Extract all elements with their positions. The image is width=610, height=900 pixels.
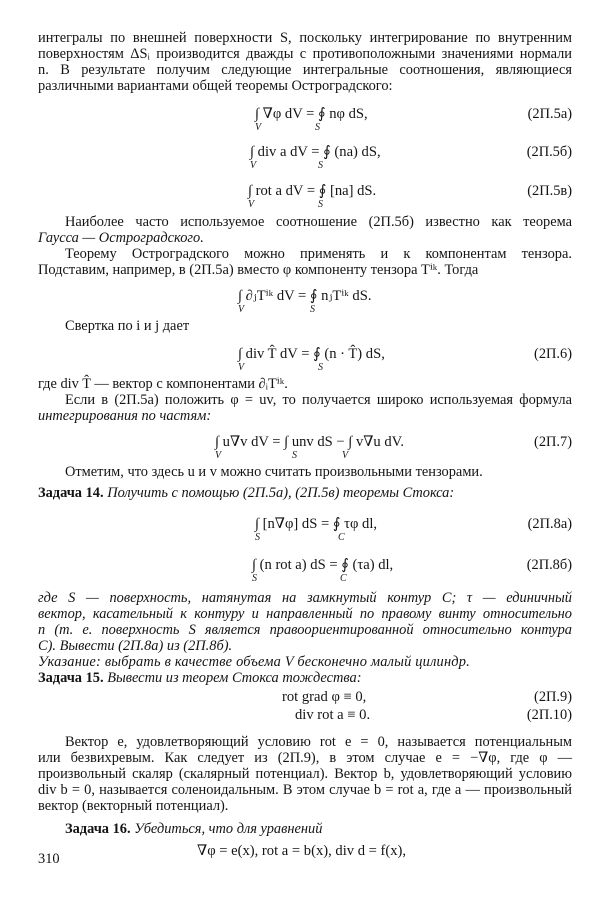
- equation-2p5v-lower-right: S: [318, 199, 323, 210]
- paragraph6-line2: интегрирования по частям:: [38, 408, 212, 424]
- page-number: 310: [38, 851, 60, 867]
- equation-2p5a-number: (2П.5а): [527, 106, 572, 122]
- equation-2p7-lower-2: S: [292, 450, 297, 461]
- equation-2p5b-lower-right: S: [318, 160, 323, 171]
- equation-2p9: rot grad φ ≡ 0,: [282, 689, 367, 705]
- paragraph7: Отметим, что здесь u и v можно считать произвольными тензорами.: [65, 464, 483, 480]
- paragraph2-line1: Наиболее часто используемое соотношение (2П.5б) известно как теорема: [65, 214, 572, 230]
- paragraph3-line2: Подставим, например, в (2П.5а) вместо φ компоненту тензора Tⁱᵏ. Тогда: [38, 262, 479, 278]
- equation-2p5a-lower-right: S: [315, 122, 320, 133]
- equation-2p8b: ∫ (n rot a) dS = ∮ (τa) dl,: [252, 557, 394, 573]
- equation-tensor-lower-right: S: [310, 304, 315, 315]
- equation-2p5b-number: (2П.5б): [526, 144, 572, 160]
- equation-final: ∇φ = e(x), rot a = b(x), div d = f(x),: [197, 843, 407, 859]
- paragraph9-line4: div b = 0, называется соленоидальным. В этом случае b = rot a, где a — произвольный: [38, 782, 572, 798]
- equation-2p6: ∫ div T̂ dV = ∮ (n · T̂) dS,: [238, 346, 385, 362]
- task15-label: Задача 15.: [38, 670, 104, 686]
- equation-2p6-lower-right: S: [318, 362, 323, 373]
- task14: [38, 485, 572, 501]
- equation-2p5a-lower-left: V: [255, 122, 262, 133]
- equation-2p5v-lower-left: V: [248, 199, 255, 210]
- equation-2p8b-lower-left: S: [252, 573, 257, 584]
- equation-2p10: div rot a ≡ 0.: [295, 707, 371, 723]
- paragraph8-line3: n (т. е. поверхность S является правоориентированной относительно контура: [38, 622, 572, 638]
- task15: [38, 670, 572, 686]
- task14-text: Получить с помощью (2П.5а), (2П.5в) теоремы Стокса:: [107, 485, 455, 501]
- equation-2p8a-lower-right: C: [338, 532, 345, 543]
- paragraph1-line4: различными вариантами общей теоремы Остроградского:: [38, 78, 393, 94]
- paragraph8-line2: вектор, касательный к контуру и направленный по правому винту относительно: [38, 606, 572, 622]
- paragraph9-line2: или безвихревым. Как следует из (2П.9), в этом случае e = −∇φ, где φ —: [38, 750, 572, 766]
- paragraph5: где div T̂ — вектор с компонентами ∂ᵢTⁱᵏ.: [38, 376, 288, 392]
- task14-label: Задача 14.: [38, 485, 104, 501]
- paragraph9-line5: вектор (векторный потенциал).: [38, 798, 229, 814]
- equation-2p5a: ∫ ∇φ dV = ∮ nφ dS,: [255, 106, 368, 122]
- equation-2p7: ∫ u∇v dV = ∫ unv dS − ∫ v∇u dV.: [215, 434, 404, 450]
- paragraph3-line1: Теорему Остроградского можно применять и к компонентам тензора.: [65, 246, 572, 262]
- paragraph4: Свертка по i и j дает: [65, 318, 190, 334]
- task16: [65, 821, 572, 837]
- equation-2p5b-lower-left: V: [250, 160, 257, 171]
- equation-tensor: ∫ ∂ⱼTⁱᵏ dV = ∮ nⱼTⁱᵏ dS.: [238, 288, 372, 304]
- paragraph8-line4: C). Вывести (2П.8а) из (2П.8б).: [38, 638, 233, 654]
- paragraph6-line1: Если в (2П.5а) положить φ = uv, то получается широко используемая формула: [65, 392, 572, 408]
- task16-text: Убедиться, что для уравнений: [134, 821, 323, 837]
- task16-label: Задача 16.: [65, 821, 131, 837]
- equation-2p7-lower-1: V: [215, 450, 222, 461]
- equation-2p5b: ∫ div a dV = ∮ (na) dS,: [250, 144, 381, 160]
- hint: Указание: выбрать в качестве объема V бесконечно малый цилиндр.: [38, 654, 470, 670]
- paragraph1-line1: интегралы по внешней поверхности S, поскольку интегрирование по внутренним: [38, 30, 572, 46]
- paragraph9-line1: Вектор e, удовлетворяющий условию rot e = 0, называется потенциальным: [65, 734, 572, 750]
- paragraph1-line2: поверхностям ΔSᵢ производится дважды с противоположными значениями нормали: [38, 46, 572, 62]
- equation-2p8b-number: (2П.8б): [526, 557, 572, 573]
- equation-tensor-lower-left: V: [238, 304, 245, 315]
- equation-2p5v: ∫ rot a dV = ∮ [na] dS.: [248, 183, 377, 199]
- task15-text: Вывести из теорем Стокса тождества:: [107, 670, 362, 686]
- equation-2p8a: ∫ [n∇φ] dS = ∮ τφ dl,: [255, 516, 378, 532]
- equation-2p8a-number: (2П.8а): [527, 516, 572, 532]
- paragraph9-line3: произвольный скаляр (скалярный потенциал). Вектор b, удовлетворяющий условию: [38, 766, 572, 782]
- equation-2p6-lower-left: V: [238, 362, 245, 373]
- equation-2p8a-lower-left: S: [255, 532, 260, 543]
- equation-2p7-lower-3: V: [342, 450, 349, 461]
- equation-2p7-number: (2П.7): [534, 434, 572, 450]
- paragraph1-line3: n. В результате получим следующие интегральные соотношения, являющиеся: [38, 62, 572, 78]
- equation-2p6-number: (2П.6): [534, 346, 572, 362]
- equation-2p8b-lower-right: C: [340, 573, 347, 584]
- equation-2p5v-number: (2П.5в): [527, 183, 572, 199]
- paragraph8-line1: где S — поверхность, натянутая на замкнутый контур C; τ — единичный: [38, 590, 572, 606]
- equation-2p9-number: (2П.9): [534, 689, 572, 705]
- paragraph2-line2: Гаусса — Остроградского.: [38, 230, 204, 246]
- equation-2p10-number: (2П.10): [526, 707, 572, 723]
